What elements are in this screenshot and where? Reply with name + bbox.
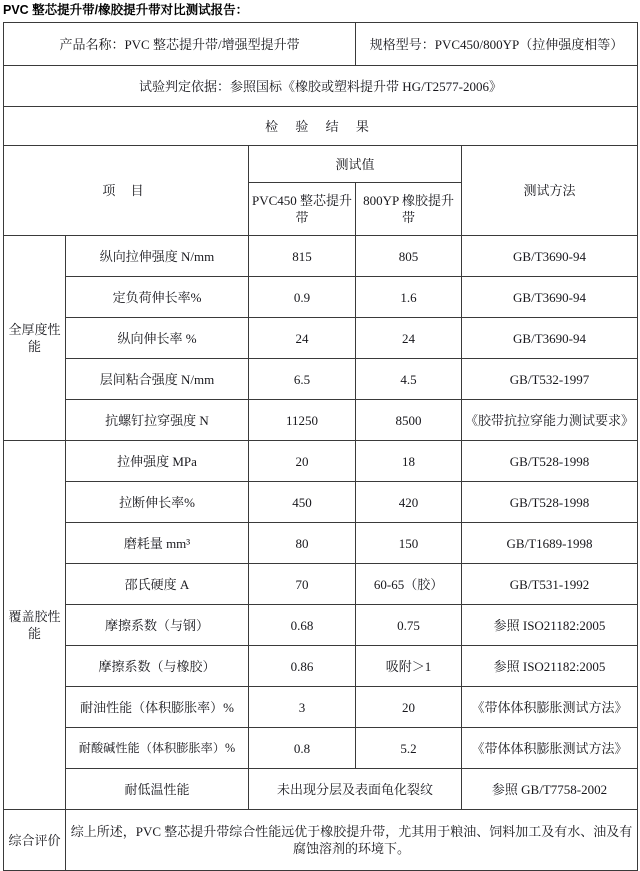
comparison-report-table <box>3 22 638 871</box>
value-sample-a: 6.5 <box>249 359 356 400</box>
value-sample-a: 80 <box>249 523 356 564</box>
value-sample-b: 0.75 <box>356 605 462 646</box>
group-label-cover-rubber: 覆盖胶性能 <box>4 441 66 810</box>
column-header-item: 项 目 <box>4 146 249 236</box>
value-sample-a: 0.86 <box>249 646 356 687</box>
table-row-summary <box>4 810 638 871</box>
value-sample-a: 815 <box>249 236 356 277</box>
table-row <box>4 728 638 769</box>
column-header-method: 测试方法 <box>462 146 638 236</box>
value-sample-b: 1.6 <box>356 277 462 318</box>
item-label: 耐低温性能 <box>66 769 249 810</box>
value-sample-a: 11250 <box>249 400 356 441</box>
method-value: GB/T3690-94 <box>462 236 638 277</box>
item-label: 抗螺钉拉穿强度 N <box>66 400 249 441</box>
table-row <box>4 441 638 482</box>
table-row <box>4 359 638 400</box>
item-label: 摩擦系数（与橡胶） <box>66 646 249 687</box>
method-value: GB/T3690-94 <box>462 277 638 318</box>
item-label: 定负荷伸长率% <box>66 277 249 318</box>
value-sample-b: 8500 <box>356 400 462 441</box>
item-label: 纵向伸长率 % <box>66 318 249 359</box>
group-label-full-thickness: 全厚度性能 <box>4 236 66 441</box>
spec-model-cell: 规格型号：PVC450/800YP（拉伸强度相等） <box>356 23 638 66</box>
method-value: 参照 GB/T7758-2002 <box>462 769 638 810</box>
method-value: GB/T532-1997 <box>462 359 638 400</box>
product-name-cell: 产品名称：PVC 整芯提升带/增强型提升带 <box>4 23 356 66</box>
value-merged: 未出现分层及表面龟化裂纹 <box>249 769 462 810</box>
value-sample-b: 18 <box>356 441 462 482</box>
item-label: 磨耗量 mm³ <box>66 523 249 564</box>
item-label: 拉伸强度 MPa <box>66 441 249 482</box>
value-sample-b: 150 <box>356 523 462 564</box>
value-sample-b: 420 <box>356 482 462 523</box>
value-sample-b: 4.5 <box>356 359 462 400</box>
table-row <box>4 769 638 810</box>
test-basis-cell: 试验判定依据：参照国标《橡胶或塑料提升带 HG/T2577-2006》 <box>4 66 638 107</box>
value-sample-b: 24 <box>356 318 462 359</box>
method-value: GB/T1689-1998 <box>462 523 638 564</box>
table-row-header-info <box>4 23 638 66</box>
table-row <box>4 236 638 277</box>
table-row <box>4 318 638 359</box>
method-value: GB/T528-1998 <box>462 441 638 482</box>
item-label: 耐油性能（体积膨胀率）% <box>66 687 249 728</box>
summary-text: 综上所述，PVC 整芯提升带综合性能远优于橡胶提升带，尤其用于粮油、饲料加工及有水、油及有腐蚀溶剂的环境下。 <box>66 810 638 871</box>
item-label: 拉断伸长率% <box>66 482 249 523</box>
value-sample-a: 3 <box>249 687 356 728</box>
item-label: 层间粘合强度 N/mm <box>66 359 249 400</box>
method-value: GB/T528-1998 <box>462 482 638 523</box>
value-sample-b: 20 <box>356 687 462 728</box>
value-sample-b: 60-65（胶） <box>356 564 462 605</box>
page-title: PVC 整芯提升带/橡胶提升带对比测试报告： <box>3 3 249 17</box>
item-label: 耐酸碱性能（体积膨胀率）% <box>66 728 249 769</box>
method-value: GB/T531-1992 <box>462 564 638 605</box>
method-value: 《胶带抗拉穿能力测试要求》 <box>462 400 638 441</box>
value-sample-a: 0.68 <box>249 605 356 646</box>
item-label: 邵氏硬度 A <box>66 564 249 605</box>
table-row <box>4 277 638 318</box>
item-label: 纵向拉伸强度 N/mm <box>66 236 249 277</box>
value-sample-a: 450 <box>249 482 356 523</box>
table-row-column-header-top <box>4 146 638 183</box>
value-sample-a: 20 <box>249 441 356 482</box>
summary-label: 综合评价 <box>4 810 66 871</box>
method-value: 参照 ISO21182:2005 <box>462 646 638 687</box>
value-sample-a: 24 <box>249 318 356 359</box>
table-row <box>4 646 638 687</box>
table-row <box>4 687 638 728</box>
table-row-basis <box>4 66 638 107</box>
value-sample-a: 0.9 <box>249 277 356 318</box>
value-sample-b: 805 <box>356 236 462 277</box>
table-row <box>4 605 638 646</box>
table-row <box>4 564 638 605</box>
table-row <box>4 482 638 523</box>
method-value: GB/T3690-94 <box>462 318 638 359</box>
column-header-sample-a: PVC450 整芯提升带 <box>249 183 356 236</box>
value-sample-b: 5.2 <box>356 728 462 769</box>
table-row-result-banner <box>4 107 638 146</box>
result-banner-cell: 检 验 结 果 <box>4 107 638 146</box>
table-row <box>4 523 638 564</box>
column-header-sample-b: 800YP 橡胶提升带 <box>356 183 462 236</box>
value-sample-a: 70 <box>249 564 356 605</box>
column-header-test-value: 测试值 <box>249 146 462 183</box>
method-value: 《带体体积膨胀测试方法》 <box>462 687 638 728</box>
method-value: 《带体体积膨胀测试方法》 <box>462 728 638 769</box>
item-label: 摩擦系数（与钢） <box>66 605 249 646</box>
table-row <box>4 400 638 441</box>
value-sample-b: 吸附＞1 <box>356 646 462 687</box>
value-sample-a: 0.8 <box>249 728 356 769</box>
method-value: 参照 ISO21182:2005 <box>462 605 638 646</box>
